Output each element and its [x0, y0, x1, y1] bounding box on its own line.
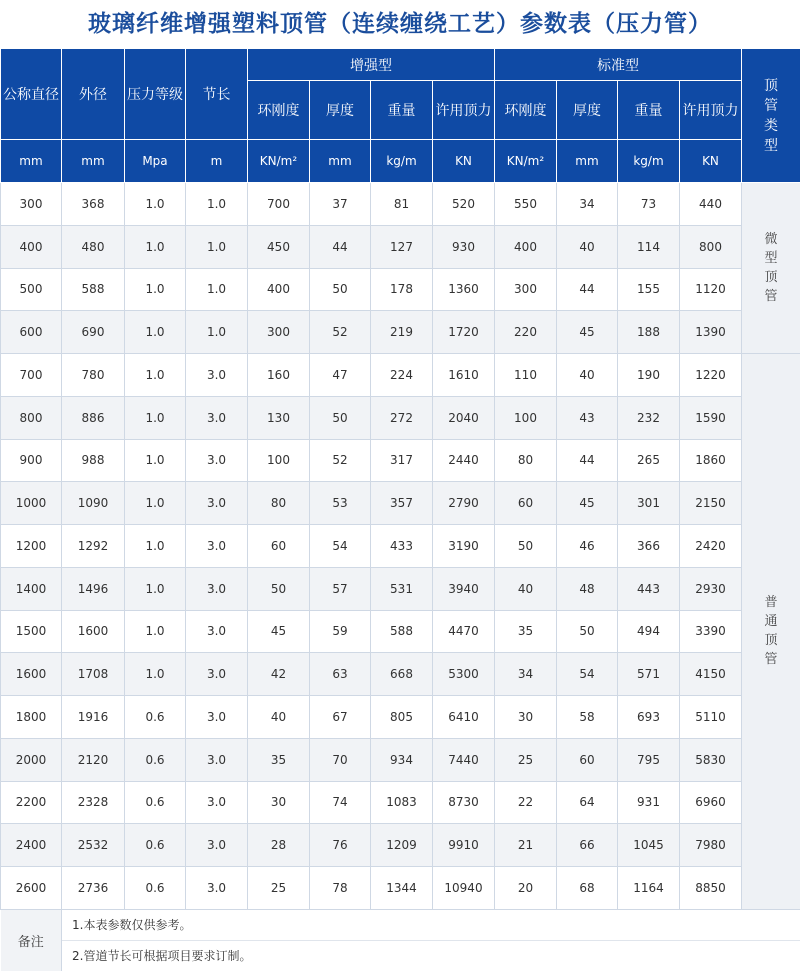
- header-pipe-type: [742, 49, 800, 183]
- cell-standard-thickness: 60: [557, 738, 618, 781]
- table-row: [1, 439, 800, 482]
- cell-standard-ring-stiffness: 220: [495, 311, 557, 354]
- cell-standard-weight: 155: [618, 268, 680, 311]
- cell-enhanced-weight: 1344: [371, 867, 433, 910]
- cell-pipe-type: [742, 354, 800, 910]
- cell-section-length: 3.0: [186, 867, 248, 910]
- cell-enhanced-jacking-force: 4470: [433, 610, 495, 653]
- cell-enhanced-thickness: 52: [310, 311, 371, 354]
- cell-enhanced-weight: 224: [371, 354, 433, 397]
- cell-pipe-type: [742, 183, 800, 354]
- cell-enhanced-thickness: 74: [310, 781, 371, 824]
- cell-enhanced-ring-stiffness: 30: [248, 781, 310, 824]
- cell-enhanced-weight: 433: [371, 525, 433, 568]
- cell-standard-jacking-force: 5830: [680, 738, 742, 781]
- header-standard-jacking-force: 许用顶力: [680, 81, 742, 140]
- cell-enhanced-jacking-force: 1720: [433, 311, 495, 354]
- cell-pressure-grade: 0.6: [125, 738, 186, 781]
- cell-enhanced-ring-stiffness: 60: [248, 525, 310, 568]
- cell-enhanced-weight: 805: [371, 696, 433, 739]
- cell-enhanced-thickness: 57: [310, 567, 371, 610]
- cell-outer-diameter: 1600: [62, 610, 125, 653]
- cell-standard-ring-stiffness: 100: [495, 396, 557, 439]
- header-pipe-type-char: 类: [742, 116, 800, 136]
- cell-enhanced-weight: 178: [371, 268, 433, 311]
- cell-enhanced-weight: 588: [371, 610, 433, 653]
- cell-nominal-diameter: 1000: [1, 482, 62, 525]
- unit-standard-jacking-force: KN: [680, 140, 742, 183]
- cell-enhanced-ring-stiffness: 100: [248, 439, 310, 482]
- cell-standard-ring-stiffness: 20: [495, 867, 557, 910]
- cell-standard-ring-stiffness: 40: [495, 567, 557, 610]
- cell-nominal-diameter: 700: [1, 354, 62, 397]
- cell-standard-jacking-force: 1120: [680, 268, 742, 311]
- table-row: [1, 525, 800, 568]
- cell-standard-weight: 188: [618, 311, 680, 354]
- cell-nominal-diameter: 1600: [1, 653, 62, 696]
- cell-standard-weight: 232: [618, 396, 680, 439]
- table-body: [1, 183, 800, 910]
- table-row: [1, 354, 800, 397]
- header-enhanced-jacking-force: 许用顶力: [433, 81, 495, 140]
- cell-nominal-diameter: 500: [1, 268, 62, 311]
- cell-pressure-grade: 0.6: [125, 867, 186, 910]
- cell-standard-weight: 571: [618, 653, 680, 696]
- cell-outer-diameter: 988: [62, 439, 125, 482]
- cell-standard-weight: 443: [618, 567, 680, 610]
- cell-outer-diameter: 368: [62, 183, 125, 226]
- cell-standard-weight: 301: [618, 482, 680, 525]
- cell-enhanced-thickness: 52: [310, 439, 371, 482]
- unit-enhanced-jacking-force: KN: [433, 140, 495, 183]
- header-pressure-grade: 压力等级: [125, 49, 186, 140]
- cell-enhanced-jacking-force: 2440: [433, 439, 495, 482]
- table-row: [1, 867, 800, 910]
- notes-label: 备注: [1, 909, 62, 971]
- cell-section-length: 3.0: [186, 824, 248, 867]
- cell-standard-thickness: 44: [557, 439, 618, 482]
- cell-standard-ring-stiffness: 300: [495, 268, 557, 311]
- header-standard-ring-stiffness: 环刚度: [495, 81, 557, 140]
- cell-standard-jacking-force: 800: [680, 225, 742, 268]
- cell-pressure-grade: 1.0: [125, 354, 186, 397]
- cell-standard-thickness: 66: [557, 824, 618, 867]
- cell-standard-thickness: 34: [557, 183, 618, 226]
- cell-standard-jacking-force: 2420: [680, 525, 742, 568]
- unit-outer-diameter: mm: [62, 140, 125, 183]
- cell-standard-ring-stiffness: 35: [495, 610, 557, 653]
- table-header: [1, 49, 800, 183]
- cell-standard-weight: 1164: [618, 867, 680, 910]
- unit-enhanced-thickness: mm: [310, 140, 371, 183]
- cell-enhanced-thickness: 53: [310, 482, 371, 525]
- pipe-type-char: 管: [742, 650, 800, 669]
- header-pipe-type-char: 管: [742, 96, 800, 116]
- cell-enhanced-ring-stiffness: 40: [248, 696, 310, 739]
- cell-outer-diameter: 1090: [62, 482, 125, 525]
- cell-enhanced-jacking-force: 8730: [433, 781, 495, 824]
- cell-pressure-grade: 1.0: [125, 225, 186, 268]
- cell-enhanced-jacking-force: 1360: [433, 268, 495, 311]
- cell-enhanced-ring-stiffness: 25: [248, 867, 310, 910]
- cell-standard-thickness: 40: [557, 225, 618, 268]
- table-row: [1, 225, 800, 268]
- cell-section-length: 1.0: [186, 268, 248, 311]
- cell-pressure-grade: 1.0: [125, 396, 186, 439]
- header-pipe-type-char: 顶: [742, 76, 800, 96]
- cell-standard-jacking-force: 6960: [680, 781, 742, 824]
- cell-standard-ring-stiffness: 50: [495, 525, 557, 568]
- cell-enhanced-ring-stiffness: 300: [248, 311, 310, 354]
- pipe-type-char: 顶: [742, 631, 800, 650]
- cell-enhanced-thickness: 70: [310, 738, 371, 781]
- cell-pressure-grade: 1.0: [125, 525, 186, 568]
- cell-enhanced-ring-stiffness: 700: [248, 183, 310, 226]
- cell-outer-diameter: 690: [62, 311, 125, 354]
- cell-enhanced-weight: 1209: [371, 824, 433, 867]
- cell-standard-ring-stiffness: 21: [495, 824, 557, 867]
- pipe-type-char: 管: [742, 287, 800, 306]
- cell-standard-jacking-force: 1590: [680, 396, 742, 439]
- cell-pressure-grade: 1.0: [125, 567, 186, 610]
- header-enhanced-ring-stiffness: 环刚度: [248, 81, 310, 140]
- cell-enhanced-ring-stiffness: 80: [248, 482, 310, 525]
- cell-standard-jacking-force: 2930: [680, 567, 742, 610]
- cell-standard-jacking-force: 7980: [680, 824, 742, 867]
- note-line: 1.本表参数仅供参考。: [62, 909, 800, 940]
- cell-enhanced-weight: 668: [371, 653, 433, 696]
- cell-pressure-grade: 0.6: [125, 824, 186, 867]
- cell-section-length: 3.0: [186, 610, 248, 653]
- cell-enhanced-weight: 81: [371, 183, 433, 226]
- cell-standard-thickness: 58: [557, 696, 618, 739]
- cell-enhanced-jacking-force: 6410: [433, 696, 495, 739]
- cell-nominal-diameter: 1500: [1, 610, 62, 653]
- cell-standard-thickness: 54: [557, 653, 618, 696]
- cell-nominal-diameter: 400: [1, 225, 62, 268]
- cell-section-length: 3.0: [186, 567, 248, 610]
- cell-outer-diameter: 2532: [62, 824, 125, 867]
- cell-enhanced-jacking-force: 3190: [433, 525, 495, 568]
- cell-enhanced-thickness: 50: [310, 268, 371, 311]
- table-row: [1, 824, 800, 867]
- cell-section-length: 1.0: [186, 225, 248, 268]
- cell-standard-ring-stiffness: 22: [495, 781, 557, 824]
- cell-pressure-grade: 1.0: [125, 482, 186, 525]
- cell-nominal-diameter: 1400: [1, 567, 62, 610]
- cell-enhanced-thickness: 54: [310, 525, 371, 568]
- cell-enhanced-thickness: 47: [310, 354, 371, 397]
- cell-enhanced-ring-stiffness: 50: [248, 567, 310, 610]
- cell-enhanced-jacking-force: 5300: [433, 653, 495, 696]
- header-group-standard: 标准型: [495, 49, 742, 81]
- cell-outer-diameter: 1496: [62, 567, 125, 610]
- cell-section-length: 3.0: [186, 396, 248, 439]
- cell-standard-thickness: 40: [557, 354, 618, 397]
- cell-pressure-grade: 1.0: [125, 439, 186, 482]
- header-outer-diameter: 外径: [62, 49, 125, 140]
- cell-nominal-diameter: 2400: [1, 824, 62, 867]
- cell-pressure-grade: 1.0: [125, 183, 186, 226]
- cell-standard-weight: 931: [618, 781, 680, 824]
- cell-enhanced-jacking-force: 7440: [433, 738, 495, 781]
- cell-enhanced-thickness: 63: [310, 653, 371, 696]
- table-row: [1, 738, 800, 781]
- cell-standard-jacking-force: 5110: [680, 696, 742, 739]
- cell-enhanced-thickness: 50: [310, 396, 371, 439]
- cell-standard-ring-stiffness: 550: [495, 183, 557, 226]
- cell-enhanced-thickness: 78: [310, 867, 371, 910]
- cell-outer-diameter: 1292: [62, 525, 125, 568]
- cell-standard-thickness: 50: [557, 610, 618, 653]
- table-row: [1, 396, 800, 439]
- header-standard-weight: 重量: [618, 81, 680, 140]
- cell-standard-weight: 795: [618, 738, 680, 781]
- cell-standard-ring-stiffness: 80: [495, 439, 557, 482]
- cell-outer-diameter: 886: [62, 396, 125, 439]
- cell-enhanced-thickness: 59: [310, 610, 371, 653]
- cell-standard-jacking-force: 440: [680, 183, 742, 226]
- header-standard-thickness: 厚度: [557, 81, 618, 140]
- cell-enhanced-jacking-force: 3940: [433, 567, 495, 610]
- cell-standard-thickness: 45: [557, 482, 618, 525]
- cell-outer-diameter: 1916: [62, 696, 125, 739]
- cell-standard-weight: 1045: [618, 824, 680, 867]
- cell-section-length: 3.0: [186, 781, 248, 824]
- table-row: [1, 311, 800, 354]
- cell-outer-diameter: 2328: [62, 781, 125, 824]
- pipe-type-char: 通: [742, 612, 800, 631]
- cell-section-length: 3.0: [186, 525, 248, 568]
- cell-outer-diameter: 480: [62, 225, 125, 268]
- cell-standard-weight: 190: [618, 354, 680, 397]
- unit-standard-weight: kg/m: [618, 140, 680, 183]
- cell-nominal-diameter: 2600: [1, 867, 62, 910]
- cell-standard-thickness: 68: [557, 867, 618, 910]
- table-row: [1, 653, 800, 696]
- table-row: [1, 696, 800, 739]
- pipe-type-char: 普: [742, 593, 800, 612]
- cell-standard-ring-stiffness: 25: [495, 738, 557, 781]
- cell-enhanced-jacking-force: 10940: [433, 867, 495, 910]
- cell-standard-thickness: 43: [557, 396, 618, 439]
- cell-enhanced-thickness: 67: [310, 696, 371, 739]
- cell-standard-jacking-force: 1390: [680, 311, 742, 354]
- table-row: [1, 482, 800, 525]
- cell-nominal-diameter: 900: [1, 439, 62, 482]
- cell-section-length: 1.0: [186, 311, 248, 354]
- unit-enhanced-weight: kg/m: [371, 140, 433, 183]
- cell-enhanced-thickness: 76: [310, 824, 371, 867]
- cell-standard-weight: 114: [618, 225, 680, 268]
- table-row: [1, 610, 800, 653]
- cell-outer-diameter: 588: [62, 268, 125, 311]
- cell-enhanced-ring-stiffness: 28: [248, 824, 310, 867]
- cell-outer-diameter: 2736: [62, 867, 125, 910]
- cell-standard-ring-stiffness: 400: [495, 225, 557, 268]
- cell-standard-jacking-force: 1220: [680, 354, 742, 397]
- cell-standard-jacking-force: 2150: [680, 482, 742, 525]
- cell-enhanced-jacking-force: 1610: [433, 354, 495, 397]
- cell-standard-ring-stiffness: 34: [495, 653, 557, 696]
- cell-enhanced-ring-stiffness: 130: [248, 396, 310, 439]
- cell-enhanced-jacking-force: 2790: [433, 482, 495, 525]
- cell-standard-weight: 693: [618, 696, 680, 739]
- cell-pressure-grade: 1.0: [125, 268, 186, 311]
- cell-nominal-diameter: 2200: [1, 781, 62, 824]
- cell-section-length: 3.0: [186, 653, 248, 696]
- cell-enhanced-ring-stiffness: 45: [248, 610, 310, 653]
- header-enhanced-weight: 重量: [371, 81, 433, 140]
- cell-nominal-diameter: 300: [1, 183, 62, 226]
- cell-enhanced-weight: 357: [371, 482, 433, 525]
- cell-outer-diameter: 2120: [62, 738, 125, 781]
- cell-enhanced-jacking-force: 9910: [433, 824, 495, 867]
- cell-standard-thickness: 46: [557, 525, 618, 568]
- cell-nominal-diameter: 600: [1, 311, 62, 354]
- header-group-enhanced: 增强型: [248, 49, 495, 81]
- table-notes: [1, 909, 800, 971]
- cell-standard-thickness: 44: [557, 268, 618, 311]
- cell-enhanced-thickness: 37: [310, 183, 371, 226]
- cell-standard-thickness: 48: [557, 567, 618, 610]
- cell-standard-ring-stiffness: 30: [495, 696, 557, 739]
- cell-enhanced-weight: 317: [371, 439, 433, 482]
- cell-enhanced-ring-stiffness: 400: [248, 268, 310, 311]
- cell-standard-weight: 494: [618, 610, 680, 653]
- cell-section-length: 3.0: [186, 439, 248, 482]
- cell-pressure-grade: 1.0: [125, 653, 186, 696]
- cell-standard-weight: 366: [618, 525, 680, 568]
- cell-section-length: 3.0: [186, 354, 248, 397]
- cell-section-length: 3.0: [186, 482, 248, 525]
- unit-enhanced-ring-stiffness: KN/m²: [248, 140, 310, 183]
- cell-standard-ring-stiffness: 110: [495, 354, 557, 397]
- unit-section-length: m: [186, 140, 248, 183]
- cell-enhanced-weight: 934: [371, 738, 433, 781]
- cell-nominal-diameter: 800: [1, 396, 62, 439]
- cell-standard-jacking-force: 8850: [680, 867, 742, 910]
- pipe-type-char: 顶: [742, 268, 800, 287]
- cell-standard-weight: 265: [618, 439, 680, 482]
- cell-enhanced-ring-stiffness: 42: [248, 653, 310, 696]
- cell-standard-jacking-force: 4150: [680, 653, 742, 696]
- unit-standard-ring-stiffness: KN/m²: [495, 140, 557, 183]
- cell-enhanced-weight: 219: [371, 311, 433, 354]
- cell-nominal-diameter: 2000: [1, 738, 62, 781]
- cell-enhanced-weight: 1083: [371, 781, 433, 824]
- cell-enhanced-jacking-force: 930: [433, 225, 495, 268]
- cell-outer-diameter: 1708: [62, 653, 125, 696]
- table-row: [1, 183, 800, 226]
- cell-section-length: 3.0: [186, 696, 248, 739]
- unit-pressure-grade: Mpa: [125, 140, 186, 183]
- cell-enhanced-thickness: 44: [310, 225, 371, 268]
- cell-nominal-diameter: 1800: [1, 696, 62, 739]
- cell-section-length: 1.0: [186, 183, 248, 226]
- cell-enhanced-ring-stiffness: 160: [248, 354, 310, 397]
- note-line: 2.管道节长可根据项目要求订制。: [62, 940, 800, 971]
- cell-enhanced-ring-stiffness: 450: [248, 225, 310, 268]
- cell-outer-diameter: 780: [62, 354, 125, 397]
- table-row: [1, 268, 800, 311]
- parameter-table: [0, 48, 800, 971]
- header-nominal-diameter: 公称直径: [1, 49, 62, 140]
- pipe-type-char: 微: [742, 230, 800, 249]
- cell-enhanced-weight: 272: [371, 396, 433, 439]
- cell-enhanced-weight: 531: [371, 567, 433, 610]
- unit-nominal-diameter: mm: [1, 140, 62, 183]
- cell-enhanced-weight: 127: [371, 225, 433, 268]
- cell-pressure-grade: 1.0: [125, 610, 186, 653]
- cell-pressure-grade: 1.0: [125, 311, 186, 354]
- page-title: 玻璃纤维增强塑料顶管（连续缠绕工艺）参数表（压力管）: [0, 0, 800, 48]
- cell-section-length: 3.0: [186, 738, 248, 781]
- unit-standard-thickness: mm: [557, 140, 618, 183]
- cell-enhanced-ring-stiffness: 35: [248, 738, 310, 781]
- cell-standard-jacking-force: 3390: [680, 610, 742, 653]
- header-pipe-type-char: 型: [742, 136, 800, 156]
- pipe-type-char: 型: [742, 249, 800, 268]
- cell-pressure-grade: 0.6: [125, 781, 186, 824]
- cell-standard-jacking-force: 1860: [680, 439, 742, 482]
- cell-enhanced-jacking-force: 520: [433, 183, 495, 226]
- cell-pressure-grade: 0.6: [125, 696, 186, 739]
- header-section-length: 节长: [186, 49, 248, 140]
- table-row: [1, 781, 800, 824]
- cell-standard-thickness: 45: [557, 311, 618, 354]
- cell-standard-thickness: 64: [557, 781, 618, 824]
- cell-standard-ring-stiffness: 60: [495, 482, 557, 525]
- header-enhanced-thickness: 厚度: [310, 81, 371, 140]
- cell-nominal-diameter: 1200: [1, 525, 62, 568]
- cell-enhanced-jacking-force: 2040: [433, 396, 495, 439]
- cell-standard-weight: 73: [618, 183, 680, 226]
- table-row: [1, 567, 800, 610]
